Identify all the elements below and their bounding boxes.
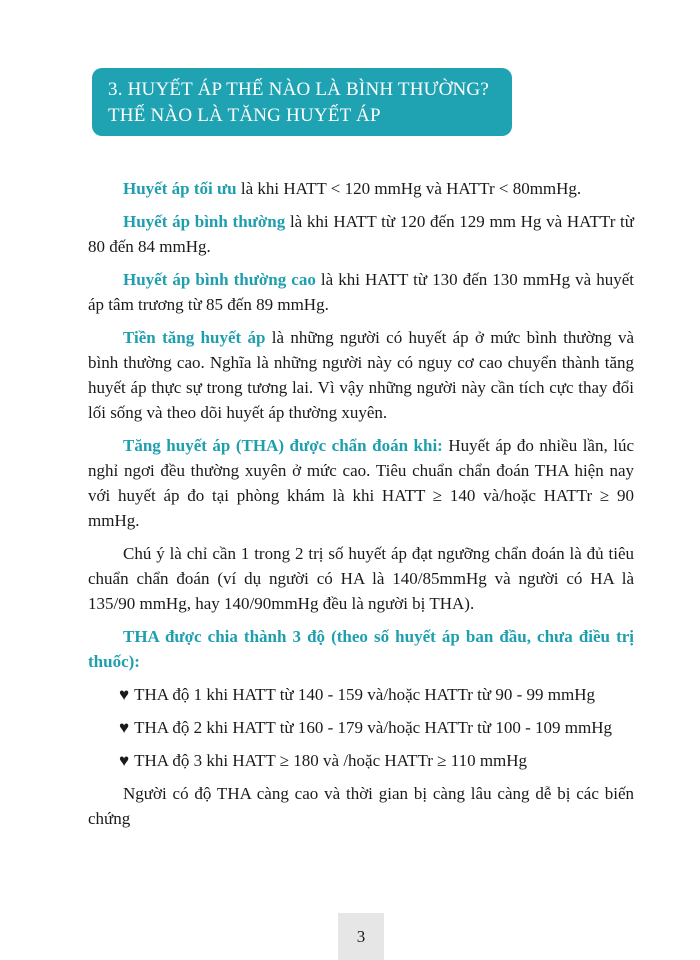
body-text xyxy=(88,176,634,839)
paragraph-prehypertension xyxy=(88,325,634,425)
paragraph-normal-bp xyxy=(88,209,634,259)
definition-prehypertension: là những người có huyết áp ở mức bình thường và bình thường cao. Nghĩa là những người này có nguy cơ cao chuyển thành tăng huyết áp thực sự trong tương lai. Vì vậy những người này cần tích cực thay đổi lối sống và theo dõi huyết áp thường xuyên. xyxy=(88,328,634,422)
list-item-grade-1 xyxy=(88,682,634,707)
classification-heading: THA được chia thành 3 độ (theo số huyết áp ban đầu, chưa điều trị thuốc): xyxy=(88,627,634,671)
term-hypertension-diagnosis: Tăng huyết áp (THA) được chẩn đoán khi: xyxy=(123,436,443,455)
grade-1-text: THA độ 1 khi HATT từ 140 - 159 và/hoặc HATTr từ 90 - 99 mmHg xyxy=(134,685,595,704)
paragraph-hypertension-diagnosis xyxy=(88,433,634,533)
heart-bullet-icon: ♥ xyxy=(119,685,130,704)
definition-hypertension-diagnosis: Huyết áp đo nhiều lần, lúc nghỉ ngơi đều thường xuyên ở mức cao. Tiêu chuẩn chẩn đoán THA hiện nay với huyết áp đo tại phòng khám là khi HATT ≥ 140 và/hoặc HATTr ≥ 90 mmHg. xyxy=(88,436,634,530)
heart-bullet-icon: ♥ xyxy=(119,718,130,737)
paragraph-closing: Người có độ THA càng cao và thời gian bị càng lâu càng dễ bị các biến chứng xyxy=(88,784,634,828)
heart-bullet-icon: ♥ xyxy=(119,751,130,770)
term-normal-bp: Huyết áp bình thường xyxy=(123,212,286,231)
paragraph-optimal-bp xyxy=(88,176,634,201)
list-item-grade-2 xyxy=(88,715,634,740)
page-number: 3 xyxy=(338,913,384,960)
term-prehypertension: Tiền tăng huyết áp xyxy=(123,328,266,347)
list-item-grade-3 xyxy=(88,748,634,773)
definition-normal-bp: là khi HATT từ 120 đến 129 mm Hg và HATTr từ 80 đến 84 mmHg. xyxy=(88,212,634,256)
paragraph-note: Chú ý là chỉ cần 1 trong 2 trị số huyết áp đạt ngưỡng chẩn đoán là đủ tiêu chuẩn chẩn đoán (ví dụ người có HA là 140/85mmHg và người có HA là 135/90 mmHg, hay 140/90mmHg đều là người bị THA). xyxy=(88,544,634,613)
term-optimal-bp: Huyết áp tối ưu xyxy=(123,179,237,198)
grade-3-text: THA độ 3 khi HATT ≥ 180 và /hoặc HATTr ≥ 110 mmHg xyxy=(134,751,528,770)
section-title-line-2: THẾ NÀO LÀ TĂNG HUYẾT ÁP xyxy=(108,105,381,126)
section-header xyxy=(92,68,512,136)
definition-optimal-bp: là khi HATT < 120 mmHg và HATTr < 80mmHg. xyxy=(236,179,582,198)
definition-high-normal-bp: là khi HATT từ 130 đến 130 mmHg và huyết áp tâm trương từ 85 đến 89 mmHg. xyxy=(88,270,634,314)
paragraph-high-normal-bp xyxy=(88,267,634,317)
section-title-line-1: 3. HUYẾT ÁP THẾ NÀO LÀ BÌNH THƯỜNG? xyxy=(108,79,489,100)
term-high-normal-bp: Huyết áp bình thường cao xyxy=(123,270,316,289)
grade-2-text: THA độ 2 khi HATT từ 160 - 179 và/hoặc HATTr từ 100 - 109 mmHg xyxy=(134,718,612,737)
